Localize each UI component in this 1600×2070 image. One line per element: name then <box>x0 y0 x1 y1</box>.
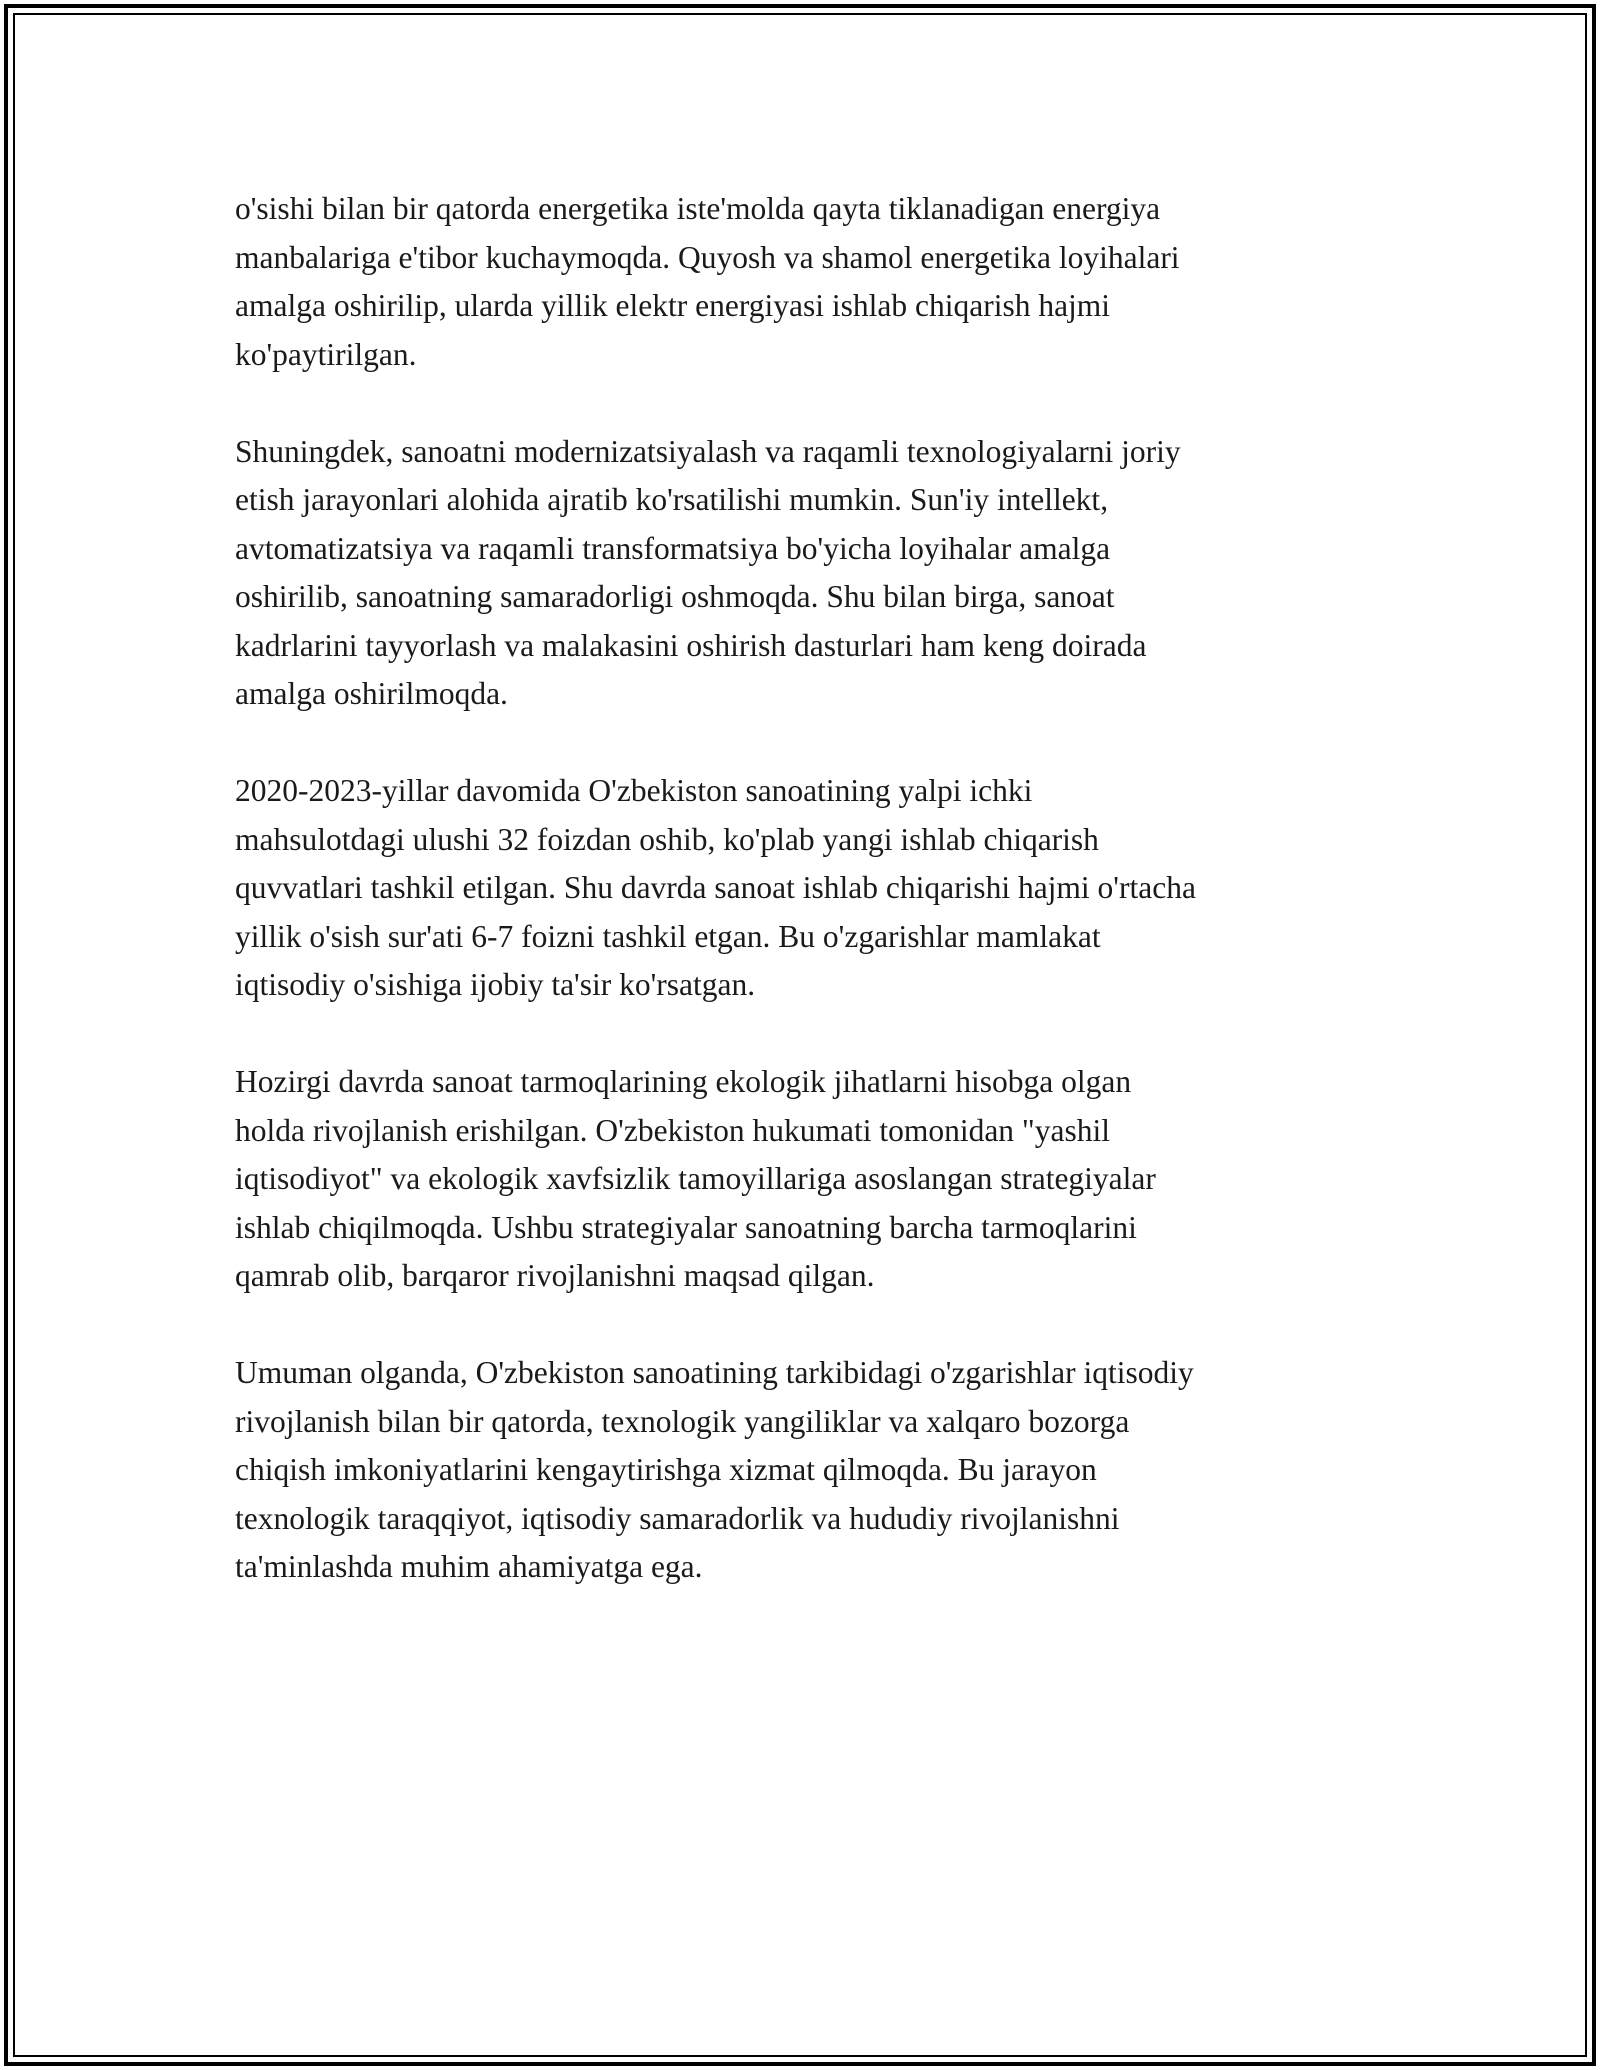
document-body <box>235 185 1365 1640</box>
paragraph-digital-modernization: Shuningdek, sanoatni modernizatsiyalash va raqamli texnologiyalarni joriy etish jarayonlari alohida ajratib ko'rsatilishi mumkin. Sun'iy intellekt, avtomatizatsiya va raqamli transformatsiya bo'yicha loyihalar amalga oshirilib, sanoatning samaradorligi oshmoqda. Shu bilan birga, sanoat kadrlarini tayyorlash va malakasini oshirish dasturlari ham keng doirada amalga oshirilmoqda. <box>235 433 1181 711</box>
paragraph-renewable-energy: o'sishi bilan bir qatorda energetika iste'molda qayta tiklanadigan energiya manbalariga e'tibor kuchaymoqda. Quyosh va shamol energetika loyihalari amalga oshirilip, ularda yillik elektr energiyasi ishlab chiqarish hajmi ko'paytirilgan. <box>235 191 1180 372</box>
paragraph-industry-statistics: 2020-2023-yillar davomida O'zbekiston sanoatining yalpi ichki mahsulotdagi ulushi 32 foizdan oshib, ko'plab yangi ishlab chiqarish quvvatlari tashkil etilgan. Shu davrda sanoat ishlab chiqarishi hajmi o'rtacha yillik o'sish sur'ati 6-7 foizni tashkil etgan. Bu o'zgarishlar mamlakat iqtisodiy o'sishiga ijobiy ta'sir ko'rsatgan. <box>235 773 1196 1002</box>
paragraph-conclusion: Umuman olganda, O'zbekiston sanoatining tarkibidagi o'zgarishlar iqtisodiy rivojlanish bilan bir qatorda, texnologik yangiliklar va xalqaro bozorga chiqish imkoniyatlarini kengaytirishga xizmat qilmoqda. Bu jarayon texnologik taraqqiyot, iqtisodiy samaradorlik va hududiy rivojlanishni ta'minlashda muhim ahamiyatga ega. <box>235 1355 1194 1584</box>
paragraph-green-economy: Hozirgi davrda sanoat tarmoqlarining ekologik jihatlarni hisobga olgan holda rivojlanish erishilgan. O'zbekiston hukumati tomonidan "yashil iqtisodiyot" va ekologik xavfsizlik tamoyillariga asoslangan strategiyalar ishlab chiqilmoqda. Ushbu strategiyalar sanoatning barcha tarmoqlarini qamrab olib, barqaror rivojlanishni maqsad qilgan. <box>235 1064 1156 1293</box>
